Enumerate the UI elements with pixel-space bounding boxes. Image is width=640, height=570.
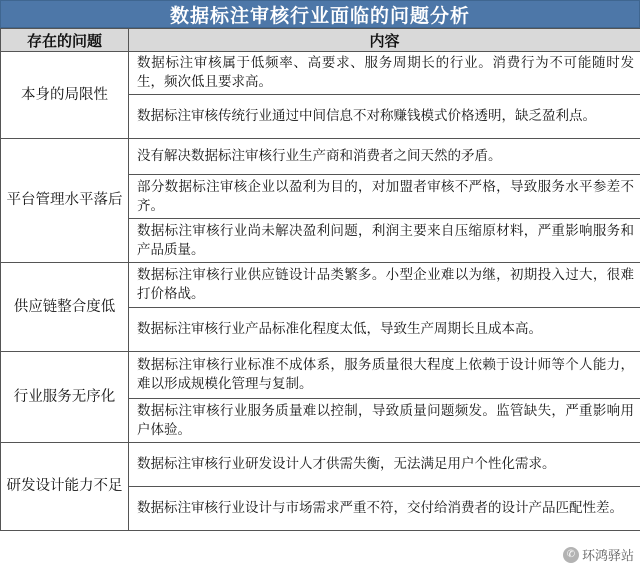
content-cell: 数据标注审核属于低频率、高要求、服务周期长的行业。消费行为不可能随时发生，频次低且要求高。 [129,52,640,95]
header-problem: 存在的问题 [1,29,129,52]
table-row [1,139,640,175]
content-cell: 数据标注审核行业服务质量难以控制，导致质量问题频发。监管缺失，严重影响用户体验。 [129,399,640,443]
table-row [1,352,640,399]
table-row [1,263,640,308]
content-cell: 数据标注审核行业供应链设计品类繁多。小型企业难以为继，初期投入过大，很难打价格战。 [129,263,640,308]
content-cell: 没有解决数据标注审核行业生产商和消费者之间天然的矛盾。 [129,139,640,175]
table-row [1,52,640,95]
header-row [1,29,640,52]
content-cell: 部分数据标注审核企业以盈利为目的，对加盟者审核不严格，导致服务水平参差不齐。 [129,175,640,219]
content-cell: 数据标注审核行业设计与市场需求严重不符，交付给消费者的设计产品匹配性差。 [129,487,640,531]
wechat-icon: ✆ [563,547,579,563]
page-title: 数据标注审核行业面临的问题分析 [0,0,640,28]
table-row [1,443,640,487]
content-cell: 数据标注审核行业研发设计人才供需失衡，无法满足用户个性化需求。 [129,443,640,487]
category-cell: 行业服务无序化 [1,352,129,443]
category-cell: 本身的局限性 [1,52,129,139]
category-cell: 平台管理水平落后 [1,139,129,263]
watermark-text: 环鸿驿站 [581,549,634,564]
content-cell: 数据标注审核行业标准不成体系，服务质量很大程度上依赖于设计师等个人能力，难以形成规模化管理与复制。 [129,352,640,399]
category-cell: 供应链整合度低 [1,263,129,352]
content-cell: 数据标注审核行业尚未解决盈利问题，利润主要来自压缩原材料，严重影响服务和产品质量。 [129,219,640,263]
category-cell: 研发设计能力不足 [1,443,129,531]
content-cell: 数据标注审核传统行业通过中间信息不对称赚钱模式价格透明，缺乏盈利点。 [129,95,640,139]
content-cell: 数据标注审核行业产品标准化程度太低，导致生产周期长且成本高。 [129,308,640,352]
problem-table [0,28,640,531]
header-content: 内容 [129,29,640,52]
watermark [563,545,634,564]
